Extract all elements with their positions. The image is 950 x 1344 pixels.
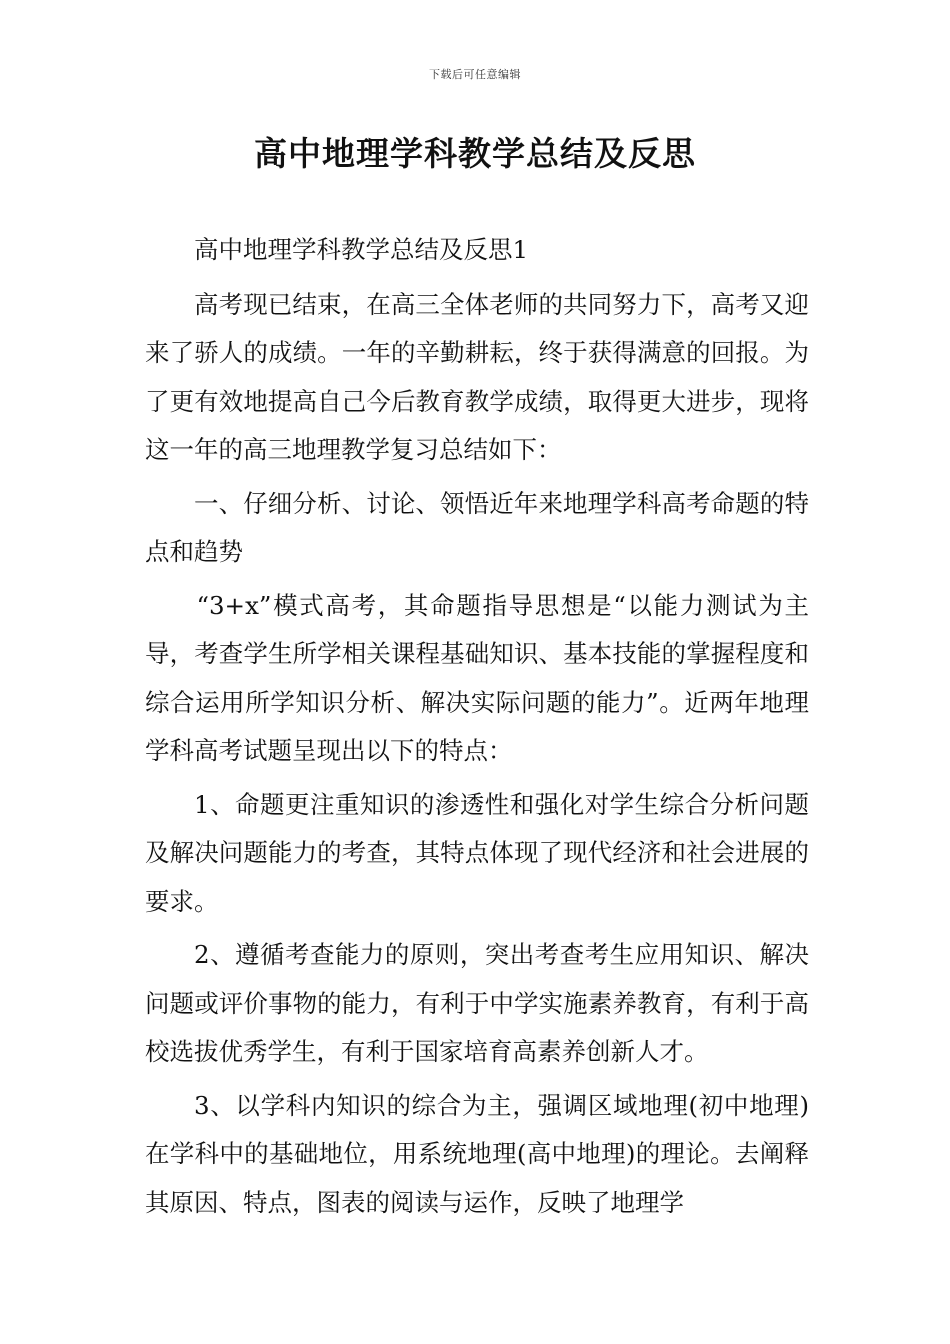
document-title: 高中地理学科教学总结及反思: [254, 134, 696, 173]
paragraph-intro: 高考现已结束，在高三全体老师的共同努力下，高考又迎来了骄人的成绩。一年的辛勤耕耘，终于获得满意的回报。为了更有效地提高自己今后教育教学成绩，取得更大进步，现将这一年的高三地理教学复习总结如下：: [145, 289, 809, 464]
section-heading: 高中地理学科教学总结及反思1: [194, 235, 529, 264]
header-note: 下载后可任意编辑: [429, 68, 521, 81]
document-body: [145, 226, 809, 1227]
paragraph-point-3: 3、以学科内知识的综合为主，强调区域地理(初中地理)在学科中的基础地位，用系统地理(高中地理)的理论。去阐释其原因、特点，图表的阅读与运作，反映了地理学: [145, 1090, 809, 1217]
paragraph-model: “3+x”模式高考，其命题指导思想是“以能力测试为主导，考查学生所学相关课程基础知识、基本技能的掌握程度和综合运用所学知识分析、解决实际问题的能力”。近两年地理学科高考试题呈现出以下的特点：: [145, 590, 809, 765]
paragraph-heading-one: 一、仔细分析、讨论、领悟近年来地理学科高考命题的特点和趋势: [145, 488, 809, 566]
paragraph-point-2: 2、遵循考查能力的原则，突出考查考生应用知识、解决问题或评价事物的能力，有利于中学实施素养教育，有利于高校选拔优秀学生，有利于国家培育高素养创新人才。: [145, 940, 809, 1066]
paragraph-point-1: 1、命题更注重知识的渗透性和强化对学生综合分析问题及解决问题能力的考查，其特点体现了现代经济和社会进展的要求。: [145, 789, 809, 916]
